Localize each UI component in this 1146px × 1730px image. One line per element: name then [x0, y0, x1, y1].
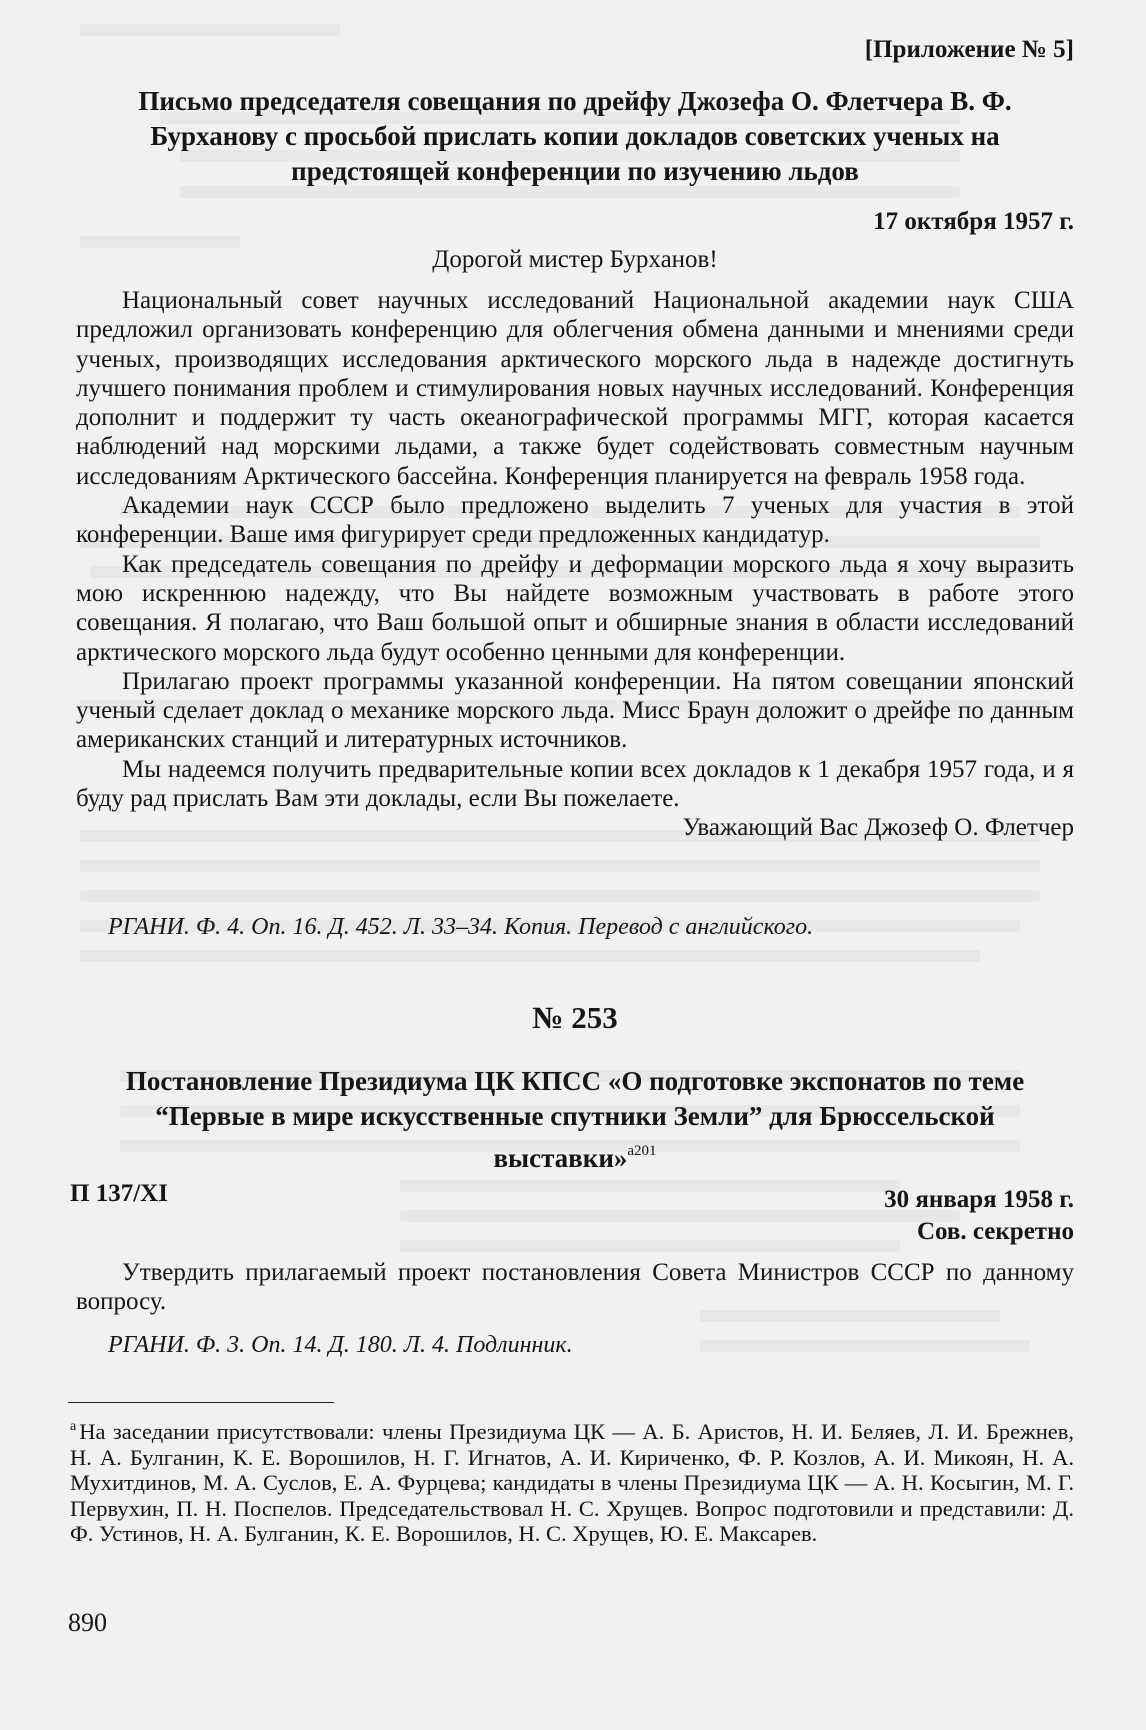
resolution-title-text: Постановление Президиума ЦК КПСС «О подготовке экспонатов по теме “Первые в мире искусственные спутники Земли” для Брюссельской выставки»	[125, 1066, 1025, 1173]
page-number: 890	[68, 1608, 107, 1637]
letter-greeting: Дорогой мистер Бурханов!	[432, 246, 718, 273]
appendix-label: [Приложение № 5]	[864, 36, 1074, 63]
letter-paragraph: Национальный совет научных исследований Национальной академии наук США предложил организовать конференцию для облегчения обмена данными и мнениями среди ученых, производящих исследования арктического морского льда в надежде достигнуть лучшего понимания проблем и стимулирования новых научных исследований. Конференция дополнит и поддержит ту часть океанографической программы МГГ, которая касается наблюдений над морскими льдами, а также будет содействовать совместным научным исследованиям Арктического бассейна. Конференция планируется на февраль 1958 года.	[76, 287, 1074, 490]
letter-paragraph: Прилагаю проект программы указанной конференции. На пятом совещании японский ученый сделает доклад о механике морского льда. Мисс Браун доложит о дрейфе по данным американских станций и литературных источников.	[76, 667, 1074, 754]
footnote	[70, 1414, 1074, 1547]
footnote-text: На заседании присутствовали: члены Президиума ЦК — А. Б. Аристов, Н. И. Беляев, Л. И. Брежнев, Н. А. Булганин, К. Е. Ворошилов, Н. Г. Игнатов, А. И. Кириченко, Ф. Р. Козлов, А. И. Микоян, Н. А. Мухитдинов, М. А. Суслов, Е. А. Фурцева; кандидаты в члены Президиума ЦК — А. Н. Косыгин, М. Г. Первухин, П. Н. Поспелов. Председательствовал Н. С. Хрущев. Вопрос подготовили и представили: Д. Ф. Устинов, Н. А. Булганин, К. Е. Ворошилов, Н. С. Хрущев, Ю. Е. Максарев.	[70, 1419, 1074, 1547]
letter-paragraph: Мы надеемся получить предварительные копии всех докладов к 1 декабря 1957 года, и я буду рад прислать Вам эти доклады, если Вы пожелаете.	[76, 755, 1074, 813]
letter-body	[76, 286, 1074, 843]
classification-stamp: Сов. секретно	[916, 1218, 1074, 1245]
resolution-title-note: а201	[627, 1143, 657, 1159]
resolution-title	[76, 1064, 1074, 1176]
resolution-date: 30 января 1958 г.	[884, 1186, 1074, 1213]
footnote-mark: а	[70, 1419, 77, 1434]
resolution-reg-number: П 137/XI	[70, 1180, 168, 1207]
letter-title: Письмо председателя совещания по дрейфу Джозефа О. Флетчера В. Ф. Бурханову с просьбой прислать копии докладов советских ученых на предстоящей конференции по изучению льдов	[138, 86, 1012, 186]
letter-source: РГАНИ. Ф. 4. Оп. 16. Д. 452. Л. 33–34. Копия. Перевод с английского.	[108, 914, 814, 940]
letter-signature: Уважающий Вас Джозеф О. Флетчер	[682, 814, 1074, 842]
document-number: № 253	[532, 1000, 618, 1035]
resolution-text: Утвердить прилагаемый проект постановления Совета Министров СССР по данному вопросу.	[76, 1259, 1074, 1316]
letter-paragraph: Академии наук СССР было предложено выделить 7 ученых для участия в этой конференции. Ваше имя фигурирует среди предложенных кандидатур.	[76, 492, 1074, 549]
footnote-divider	[68, 1402, 334, 1403]
letter-paragraph: Как председатель совещания по дрейфу и деформации морского льда я хочу выразить мою искреннюю надежду, что Вы найдете возможным участвовать в работе этого совещания. Я полагаю, что Ваш большой опыт и обширные знания в области исследований арктического морского льда будут особенно ценными для конференции.	[76, 550, 1074, 666]
resolution-meta	[884, 1184, 1074, 1248]
resolution-source: РГАНИ. Ф. 3. Оп. 14. Д. 180. Л. 4. Подлинник.	[108, 1332, 573, 1358]
letter-date: 17 октября 1957 г.	[873, 208, 1074, 235]
